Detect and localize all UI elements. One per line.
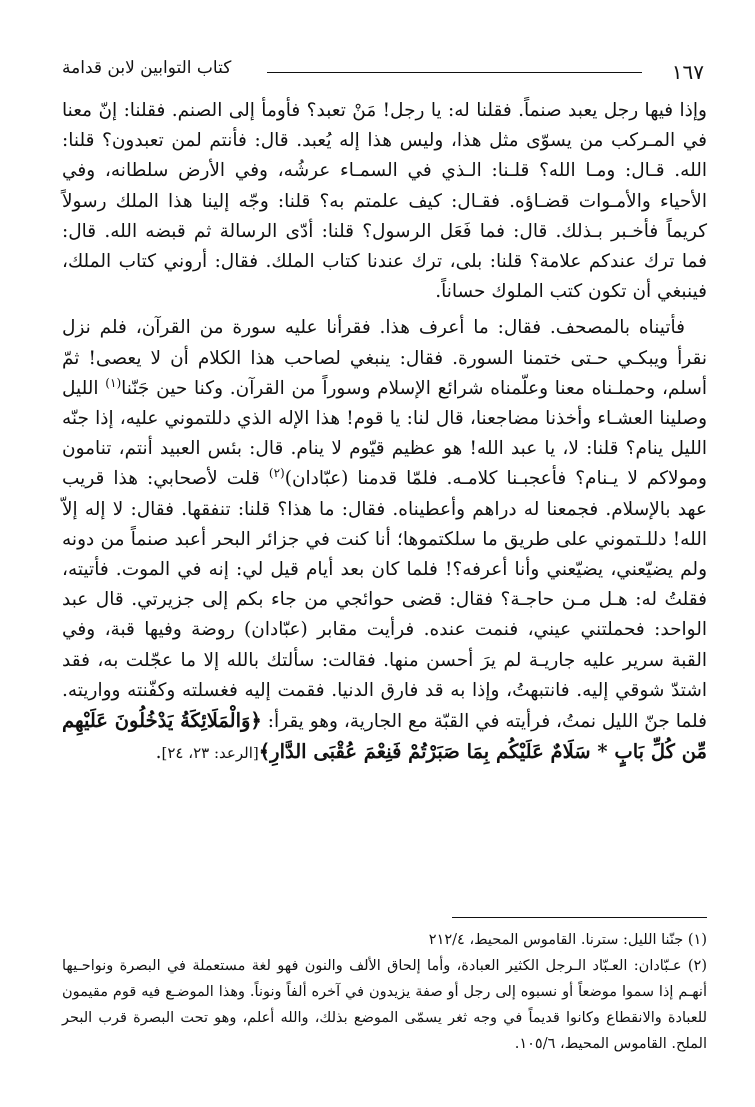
footnote-1: (١) جنّنا الليل: سترنا. القاموس المحيط، ٢١٢/٤ — [428, 932, 707, 948]
paragraph-2-part-c: قلت لأصحابي: هذا قريب عهد بالإسلام. فجمعنا له دراهم وأعطيناه. فقال: ما هذا؟ قلنا: تنفقها. فقال: لا إله إلاّ الله! دللـتموني على طريق ما سلكتموها؛ أنا كنت في جزائر البحر أعبد صنماً من دونه ولم يضيّعني، يضيّعني وأنا أعرفه؟! فلما كان بعد أيام قيل لي: إنه في الموت. فأتيته، فقلتُ له: هـل مـن حاجـة؟ فقال: قضى حوائجي من جاء بكم إلى جزيرتي. قال عبد الواحد: فحملتني عيني، فنمت عنده. فرأيت مقابر (عبّادان) روضة وفيها قبة، وفي القبة سرير عليه جاريـة لم يرَ أحسن منها. فقالت: سألتك بالله إلا ما عجّلت به، فقد اشتدّ شوقي إليه. فانتبهتُ، وإذا به قد فارق الدنيا. فقمت إليه فغسلته وكفّنته وواريته. فلما جنّ الليل نمتُ، فرأيته في القبّة مع الجارية، وهو يقرأ: — [62, 468, 707, 733]
header-rule — [267, 72, 642, 73]
paragraph-2-part-b: الليل وصلينا العشـاء وأخذنا مضاجعنا، قال لنا: يا قوم! هذا الإله الذي دللتموني عليه، إذا جنّه الليل ينام؟ قلنا: لا، يا عبد الله! هو عظيم قيّوم لا ينام. قال: بئس العبيد أنتم، تنامون ومولاكم لا يـنام؟ فأعجبـنا كلامـه. فلمّا قدمنا (عبّادان) — [62, 377, 707, 490]
running-title: كتاب التوابين لابن قدامة — [62, 58, 232, 78]
quran-citation: [الرعد: ٢٣، ٢٤] — [161, 744, 259, 763]
footnote-marker-2: (٢) — [268, 466, 285, 481]
paragraph-2 — [62, 313, 707, 768]
page-header — [62, 52, 704, 86]
footnote-separator — [452, 917, 707, 918]
footnote-marker-1: (١) — [105, 375, 122, 390]
paragraph-1: وإذا فيها رجل يعبد صنماً. فقلنا له: يا رجل! مَنْ تعبد؟ فأومأ إلى الصنم. فقلنا: إنّ معنا في المـركب من يسوّى مثل هذا، وليس هذا إله يُعبد. قال: فأنتم لمن تعبدون؟ قلنا: الله. قـال: ومـا الله؟ قلـنا: الـذي في السمـاء عرشُه، وفي الأرض سلطانه، وفي الأحياء والأمـوات قضـاؤه. فقـال: كيف علمتم به؟ قلنا: وجّه إلينا هذا الملك رسولاً كريماً فأخـبر بـذلك. قال: فما فَعَل الرسول؟ قلنا: أدّى الرسالة ثم قبضه الله. قال: فما ترك عندكم علامة؟ قلنا: بلى، ترك عندنا كتاب الملك. فقال: أروني كتاب الملك، فينبغي أن تكون كتب الملوك حساناً. — [62, 100, 707, 303]
end-punctuation: . — [155, 742, 162, 764]
paragraph-2-part-a: فأتيناه بالمصحف. فقال: ما أعرف هذا. فقرأنا عليه سورة من القرآن، فلم نزل نقرأ ويبكـي حـتى ختمنا السورة. فقال: ينبغي لصاحب هذا الكلام أن لا يعصى! ثمّ أسلم، وحملـناه معنا وعلّمناه شرائع الإسلام وسوراً من القرآن. وكنا حين جَنّنا — [62, 317, 707, 399]
footnote-2: (٢) عـبّادان: العـبّاد الـرجل الكثير العبادة، وأما إلحاق الألف والنون فهو لغة مستعملة في البصرة ونواحـيها أنهـم إذا سموا موضعاً أو نسبوه إلى رجل أو صفة يزيدون في آخره ألفاً ونوناً. وهذا الموضـع فيه قوم مقيمون للعبادة والانقطاع وكانوا قديماً في وجه ثغر يسمّى الموضع بذلك، والله أعلم، وهو تحت البصرة قرب البحر الملح. القاموس المحيط، ١٠٥/٦. — [62, 958, 707, 1052]
page-number: ١٦٧ — [671, 60, 704, 84]
footnotes — [62, 927, 707, 1057]
quran-verse: ﴿وَالْمَلَائِكَةُ يَدْخُلُونَ عَلَيْهِم مِّن كُلِّ بَابٍ * سَلَامٌ عَلَيْكُم بِمَا صَبَرْتُمْ فَنِعْمَ عُقْبَى الدَّارِ﴾ — [62, 709, 707, 764]
main-text — [62, 96, 707, 768]
